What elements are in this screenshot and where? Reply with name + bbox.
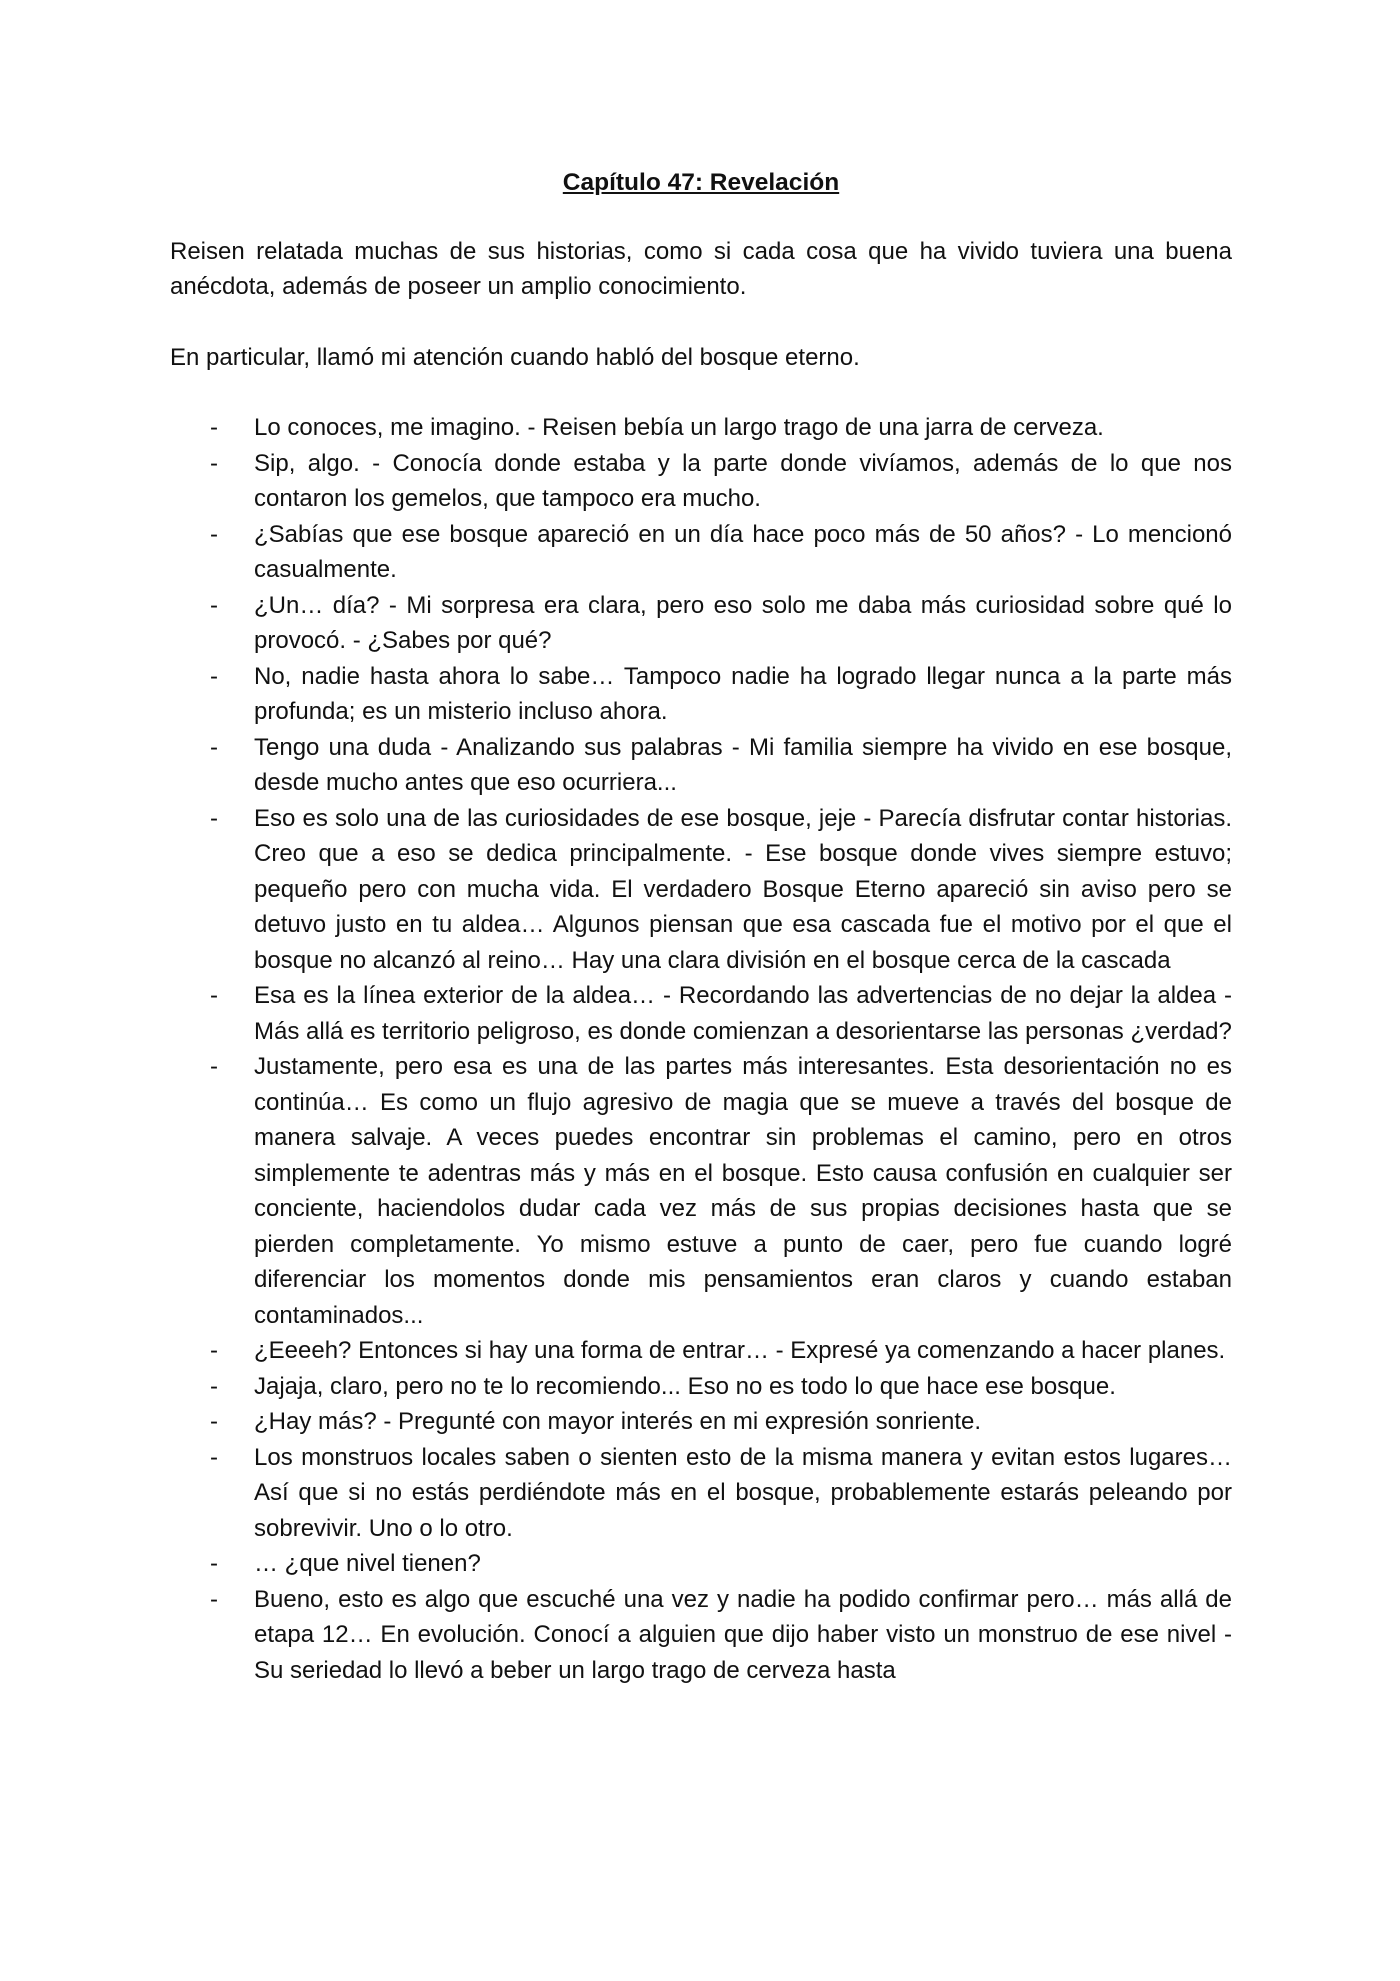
chapter-title: Capítulo 47: Revelación xyxy=(562,169,840,196)
dialogue-text: Tengo una duda - Analizando sus palabras - Mi familia siempre ha vivido en ese bosque, desde mucho antes que eso ocurriera... xyxy=(254,733,1232,796)
dialogue-line xyxy=(170,410,1232,446)
dialogue-list xyxy=(170,410,1232,1688)
dialogue-text: Justamente, pero esa es una de las partes más interesantes. Esta desorientación no es continúa… Es como un flujo agresivo de magia que se mueve a través del bosque de manera salvaje. A veces puedes encontrar sin problemas el camino, pero en otros simplemente te adentras más y más en el bosque. Esto causa confusión en cualquier ser conciente, haciendolos dudar cada vez más de sus propias decisiones hasta que se pierden completamente. Yo mismo estuve a punto de caer, pero fue cuando logré diferenciar los momentos donde mis pensamientos eran claros y cuando estaban contaminados... xyxy=(254,1053,1232,1329)
dash-marker: - xyxy=(210,733,218,761)
document-page xyxy=(170,165,1232,1688)
intro-paragraph: Reisen relatada muchas de sus historias, como si cada cosa que ha vivido tuviera una buena anécdota, además de poseer un amplio conocimiento. xyxy=(170,237,1232,300)
dialogue-text: … ¿que nivel tienen? xyxy=(254,1550,481,1577)
dash-marker: - xyxy=(210,520,218,548)
dialogue-line xyxy=(170,588,1232,659)
dialogue-text: Jajaja, claro, pero no te lo recomiendo... Eso no es todo lo que hace ese bosque. xyxy=(254,1372,1116,1400)
dash-marker: - xyxy=(210,1443,218,1471)
dash-marker: - xyxy=(210,414,218,441)
dialogue-text: Esa es la línea exterior de la aldea… - Recordando las advertencias de no dejar la aldea - Más allá es territorio peligroso, es donde comienzan a desorientarse las personas ¿verdad? xyxy=(254,982,1232,1045)
dialogue-line xyxy=(170,1582,1232,1689)
dash-marker: - xyxy=(210,449,218,477)
dialogue-line xyxy=(170,517,1232,588)
dash-marker: - xyxy=(210,662,218,690)
dialogue-text: Lo conoces, me imagino. - Reisen bebía un largo trago de una jarra de cerveza. xyxy=(254,414,1104,441)
dialogue-line xyxy=(170,801,1232,979)
dash-marker: - xyxy=(210,804,218,832)
dialogue-line xyxy=(170,659,1232,730)
dialogue-text: ¿Un… día? - Mi sorpresa era clara, pero eso solo me daba más curiosidad sobre qué lo provocó. - ¿Sabes por qué? xyxy=(254,591,1232,654)
dash-marker: - xyxy=(210,591,218,619)
dialogue-text: Los monstruos locales saben o sienten esto de la misma manera y evitan estos lugares… Así que si no estás perdiéndote más en el bosque, probablemente estarás peleando por sobrevivir. Uno o lo otro. xyxy=(254,1443,1232,1542)
dialogue-line xyxy=(170,1369,1232,1405)
dialogue-text: Bueno, esto es algo que escuché una vez y nadie ha podido confirmar pero… más allá de etapa 12… En evolución. Conocí a alguien que dijo haber visto un monstruo de ese nivel - Su seriedad lo llevó a beber un largo trago de cerveza hasta xyxy=(254,1585,1232,1684)
dialogue-line xyxy=(170,1404,1232,1440)
dialogue-line xyxy=(170,1049,1232,1333)
dash-marker: - xyxy=(210,1408,218,1435)
dash-marker: - xyxy=(210,1372,218,1400)
dialogue-line xyxy=(170,1333,1232,1369)
dialogue-text: ¿Sabías que ese bosque apareció en un día hace poco más de 50 años? - Lo mencionó casualmente. xyxy=(254,520,1232,583)
dialogue-text: Sip, algo. - Conocía donde estaba y la parte donde vivíamos, además de lo que nos contaron los gemelos, que tampoco era mucho. xyxy=(254,449,1232,512)
dialogue-text: ¿Hay más? - Pregunté con mayor interés en mi expresión sonriente. xyxy=(254,1408,981,1435)
dash-marker: - xyxy=(210,1585,218,1613)
dialogue-text: Eso es solo una de las curiosidades de ese bosque, jeje - Parecía disfrutar contar historias. Creo que a eso se dedica principalmente. - Ese bosque donde vives siempre estuvo; pequeño pero con mucha vida. El verdadero Bosque Eterno apareció sin aviso pero se detuvo justo en tu aldea… Algunos piensan que esa cascada fue el motivo por el que el bosque no alcanzó al reino… Hay una clara división en el bosque cerca de la cascada xyxy=(254,804,1232,974)
dialogue-text: No, nadie hasta ahora lo sabe… Tampoco nadie ha logrado llegar nunca a la parte más profunda; es un misterio incluso ahora. xyxy=(254,662,1232,725)
dialogue-line xyxy=(170,446,1232,517)
second-paragraph: En particular, llamó mi atención cuando habló del bosque eterno. xyxy=(170,343,860,371)
dash-marker: - xyxy=(210,982,218,1009)
dash-marker: - xyxy=(210,1053,218,1080)
dash-marker: - xyxy=(210,1550,218,1577)
dialogue-text: ¿Eeeeh? Entonces si hay una forma de entrar… - Expresé ya comenzando a hacer planes. xyxy=(254,1337,1226,1364)
dash-marker: - xyxy=(210,1337,218,1364)
dialogue-line xyxy=(170,1546,1232,1582)
dialogue-line xyxy=(170,730,1232,801)
dialogue-line xyxy=(170,978,1232,1049)
dialogue-line xyxy=(170,1440,1232,1547)
